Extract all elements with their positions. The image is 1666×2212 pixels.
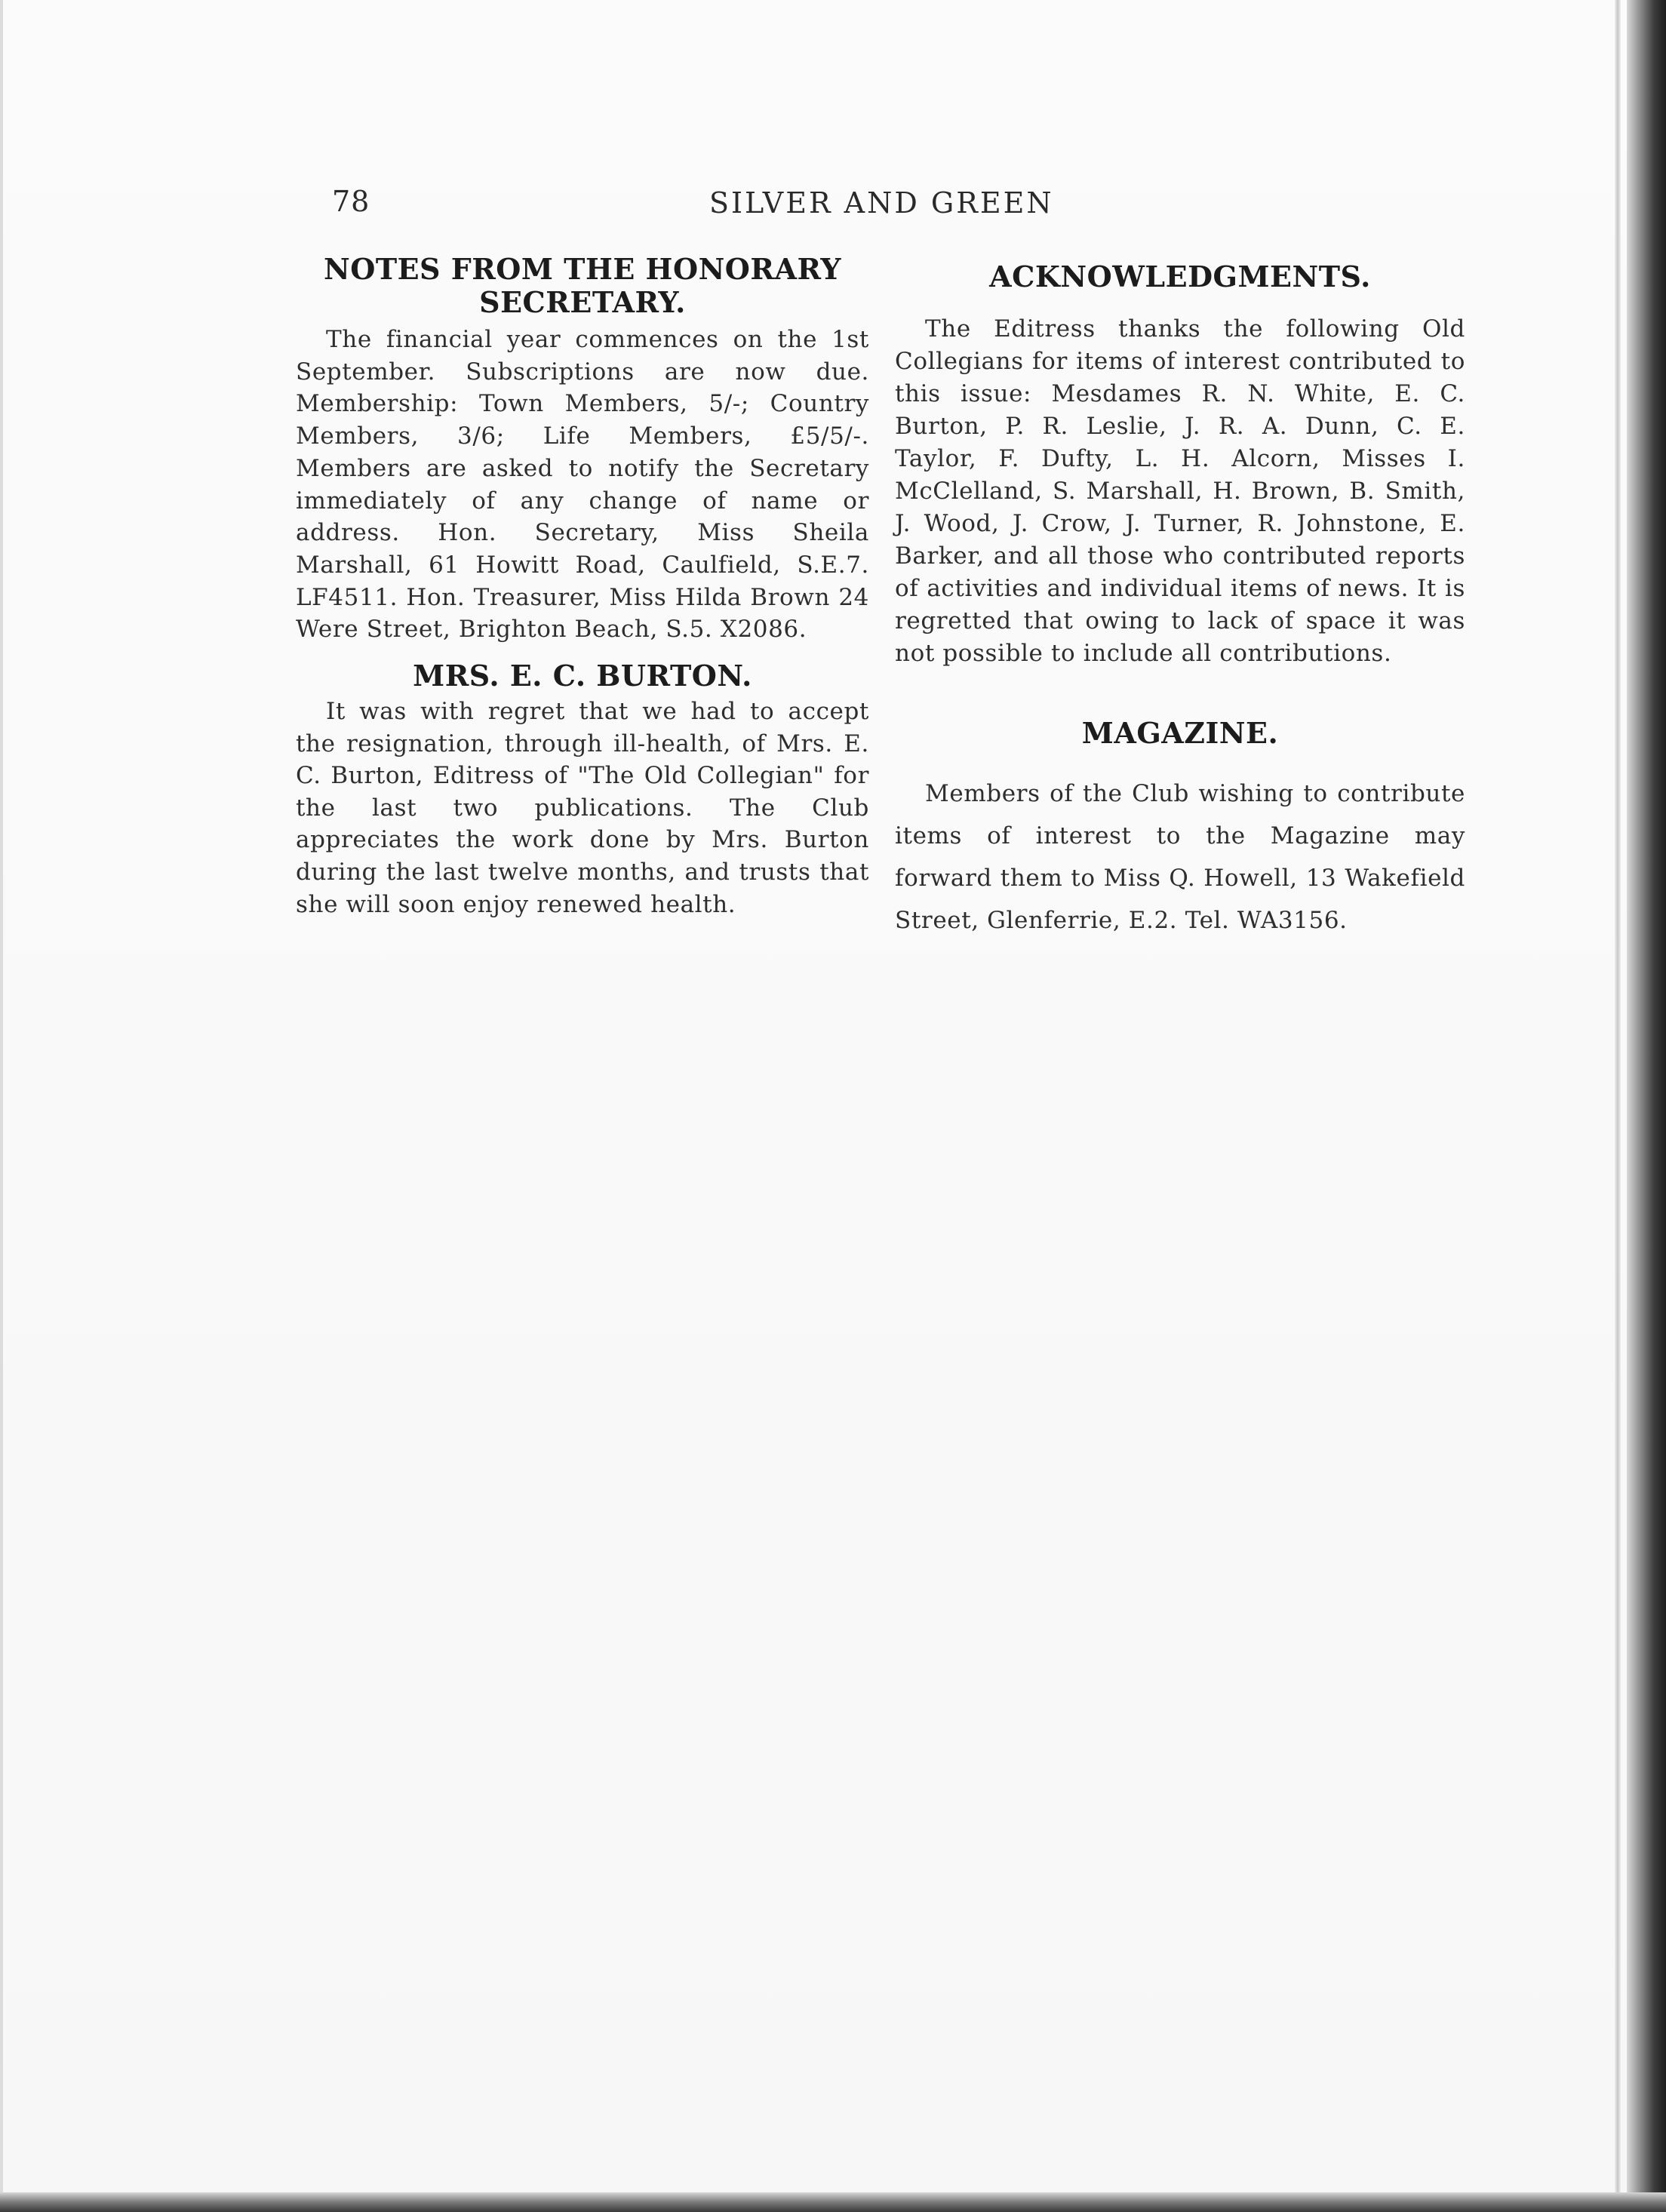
left-column bbox=[296, 253, 869, 920]
scan-edge-right-line bbox=[1615, 0, 1621, 2212]
section-body-notes: The financial year commences on the 1st September. Subscriptions are now due. Membership: Town Members, 5/-; Country Members, 3/6; Life Members, £5/5/-. Members are asked to notify the Secretary immediately of any change of name or address. Hon. Secretary, Miss Sheila Marshall, 61 Howitt Road, Caulfield, S.E.7. LF4511. Hon. Treasurer, Miss Hilda Brown 24 Were Street, Brighton Beach, S.5. X2086. bbox=[296, 326, 869, 644]
journal-title: SILVER AND GREEN bbox=[709, 186, 1054, 220]
running-head bbox=[0, 185, 1666, 230]
section-body-magazine: Members of the Club wishing to contribute items of interest to the Magazine may forward them to Miss Q. Howell, 13 Wakefield Street, Glenferrie, E.2. Tel. WA3156. bbox=[895, 780, 1465, 934]
section-body-acknowledgments: The Editress thanks the following Old Collegians for items of interest contributed to this issue: Mesdames R. N. White, E. C. Burton, P. R. Leslie, J. R. A. Dunn, C. E. Taylor, F. Dufty, L. H. Alcorn, Misses I. McClelland, S. Marshall, H. Brown, B. Smith, J. Wood, J. Crow, J. Turner, R. Johnstone, E. Barker, and all those who contributed reports of activities and individual items of news. It is regretted that owing to lack of space it was not possible to include all contributions. bbox=[895, 315, 1465, 667]
page-number: 78 bbox=[332, 185, 370, 218]
section-mrs-burton bbox=[296, 659, 869, 920]
section-heading-notes: NOTES FROM THE HONORARY SECRETARY. bbox=[323, 252, 842, 319]
section-heading-acknowledgments: ACKNOWLEDGMENTS. bbox=[989, 260, 1371, 293]
section-heading-magazine: MAGAZINE. bbox=[1081, 716, 1279, 750]
scan-edge-left bbox=[0, 0, 3, 2212]
section-notes-from-secretary bbox=[296, 253, 869, 646]
section-body-burton: It was with regret that we had to accept the resignation, through ill-health, of Mrs. E. C. Burton, Editress of "The Old Collegian" for the last two publications. The Club appreciates the work done by Mrs. Burton during the last twelve months, and trusts that she will soon enjoy renewed health. bbox=[296, 698, 869, 918]
section-heading-burton: MRS. E. C. BURTON. bbox=[413, 659, 752, 693]
right-column bbox=[895, 253, 1465, 942]
scan-edge-right bbox=[1627, 0, 1666, 2212]
section-magazine bbox=[895, 717, 1465, 942]
section-acknowledgments bbox=[895, 260, 1465, 670]
scan-edge-bottom bbox=[0, 2192, 1666, 2212]
